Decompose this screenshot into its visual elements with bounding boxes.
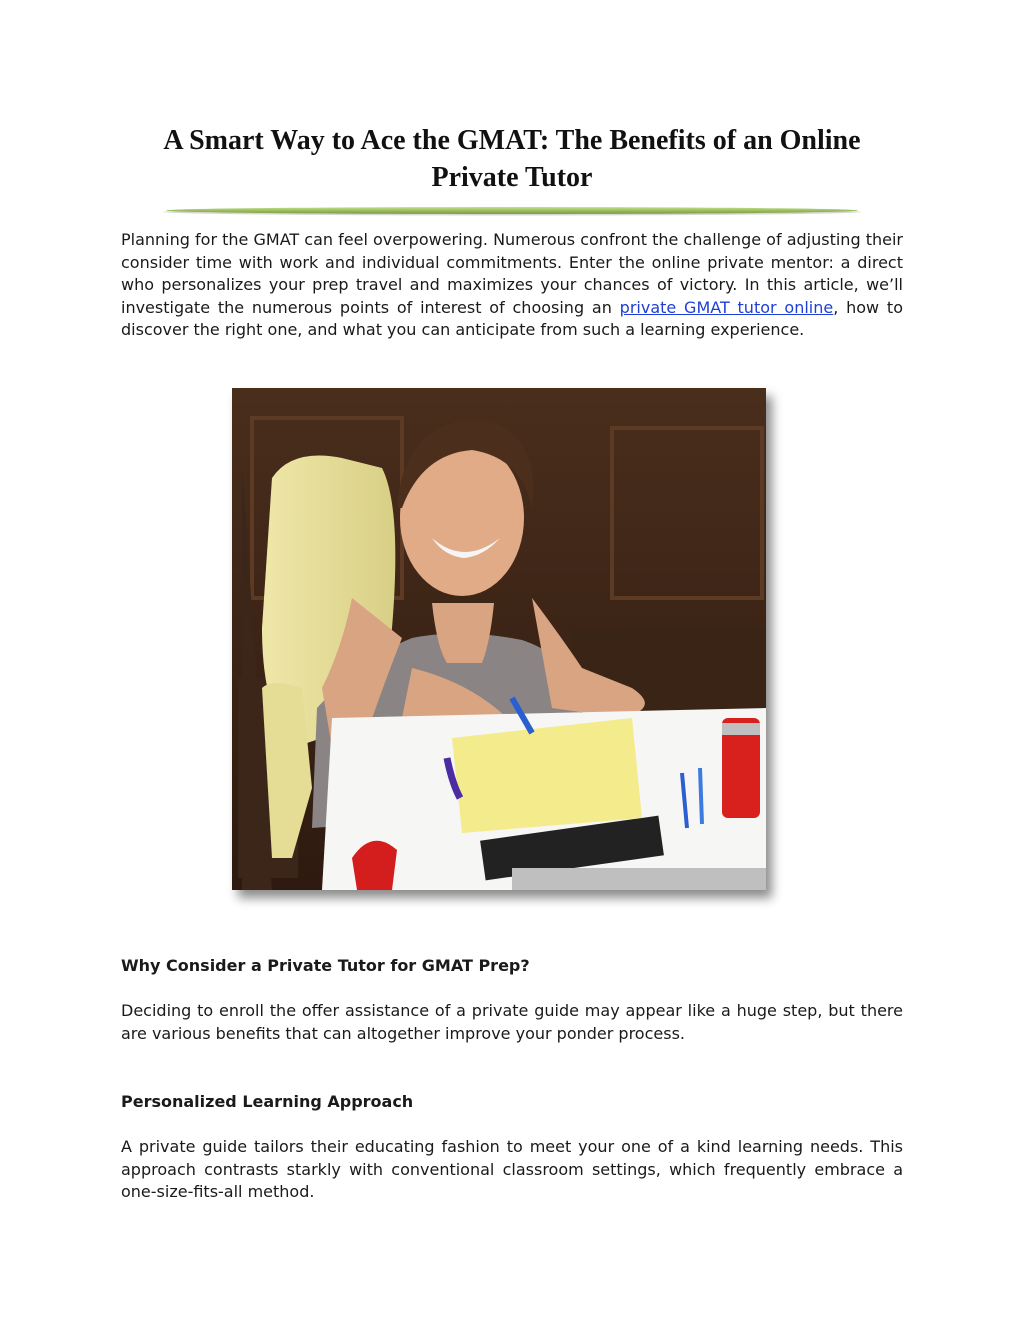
- section-heading-why-tutor: Why Consider a Private Tutor for GMAT Prep?: [121, 956, 530, 975]
- intro-text-end: , how to discover the right one, and what you can anticipate from such a learning experience.: [121, 297, 903, 339]
- section-paragraph-why-tutor: Deciding to enroll the offer assistance of a private guide may appear like a huge step, but there are various benefits that can altogether improve your ponder process.: [121, 1001, 903, 1043]
- title-line-1: A Smart Way to Ace the GMAT: The Benefits of an Online: [163, 125, 861, 156]
- section-paragraph-personalized-learning: A private guide tailors their educating fashion to meet your one of a kind learning needs. This approach contrasts starkly with conventional classroom settings, which frequently embrace a one-size-fits-all method.: [121, 1137, 903, 1201]
- article: [121, 122, 903, 1201]
- title-line-2: Private Tutor: [431, 162, 593, 193]
- section-heading-personalized-learning: Personalized Learning Approach: [121, 1092, 414, 1111]
- article-title: [81, 122, 943, 196]
- private-gmat-tutor-link[interactable]: private GMAT tutor online: [619, 297, 834, 317]
- article-photo: [232, 388, 766, 890]
- title-divider: [162, 206, 862, 216]
- intro-paragraph: [121, 229, 903, 342]
- intro-text-start: Planning for the GMAT can feel overpowering. Numerous confront the challenge of adjusting their consider time with work and individual commitments. Enter the online private mentor: a direct who personalizes your prep travel and maximizes your chances of victory. In this article, we’ll investigate the numerous points of interest of choosing an: [121, 230, 903, 317]
- tutor-photo-illustration: [232, 388, 766, 890]
